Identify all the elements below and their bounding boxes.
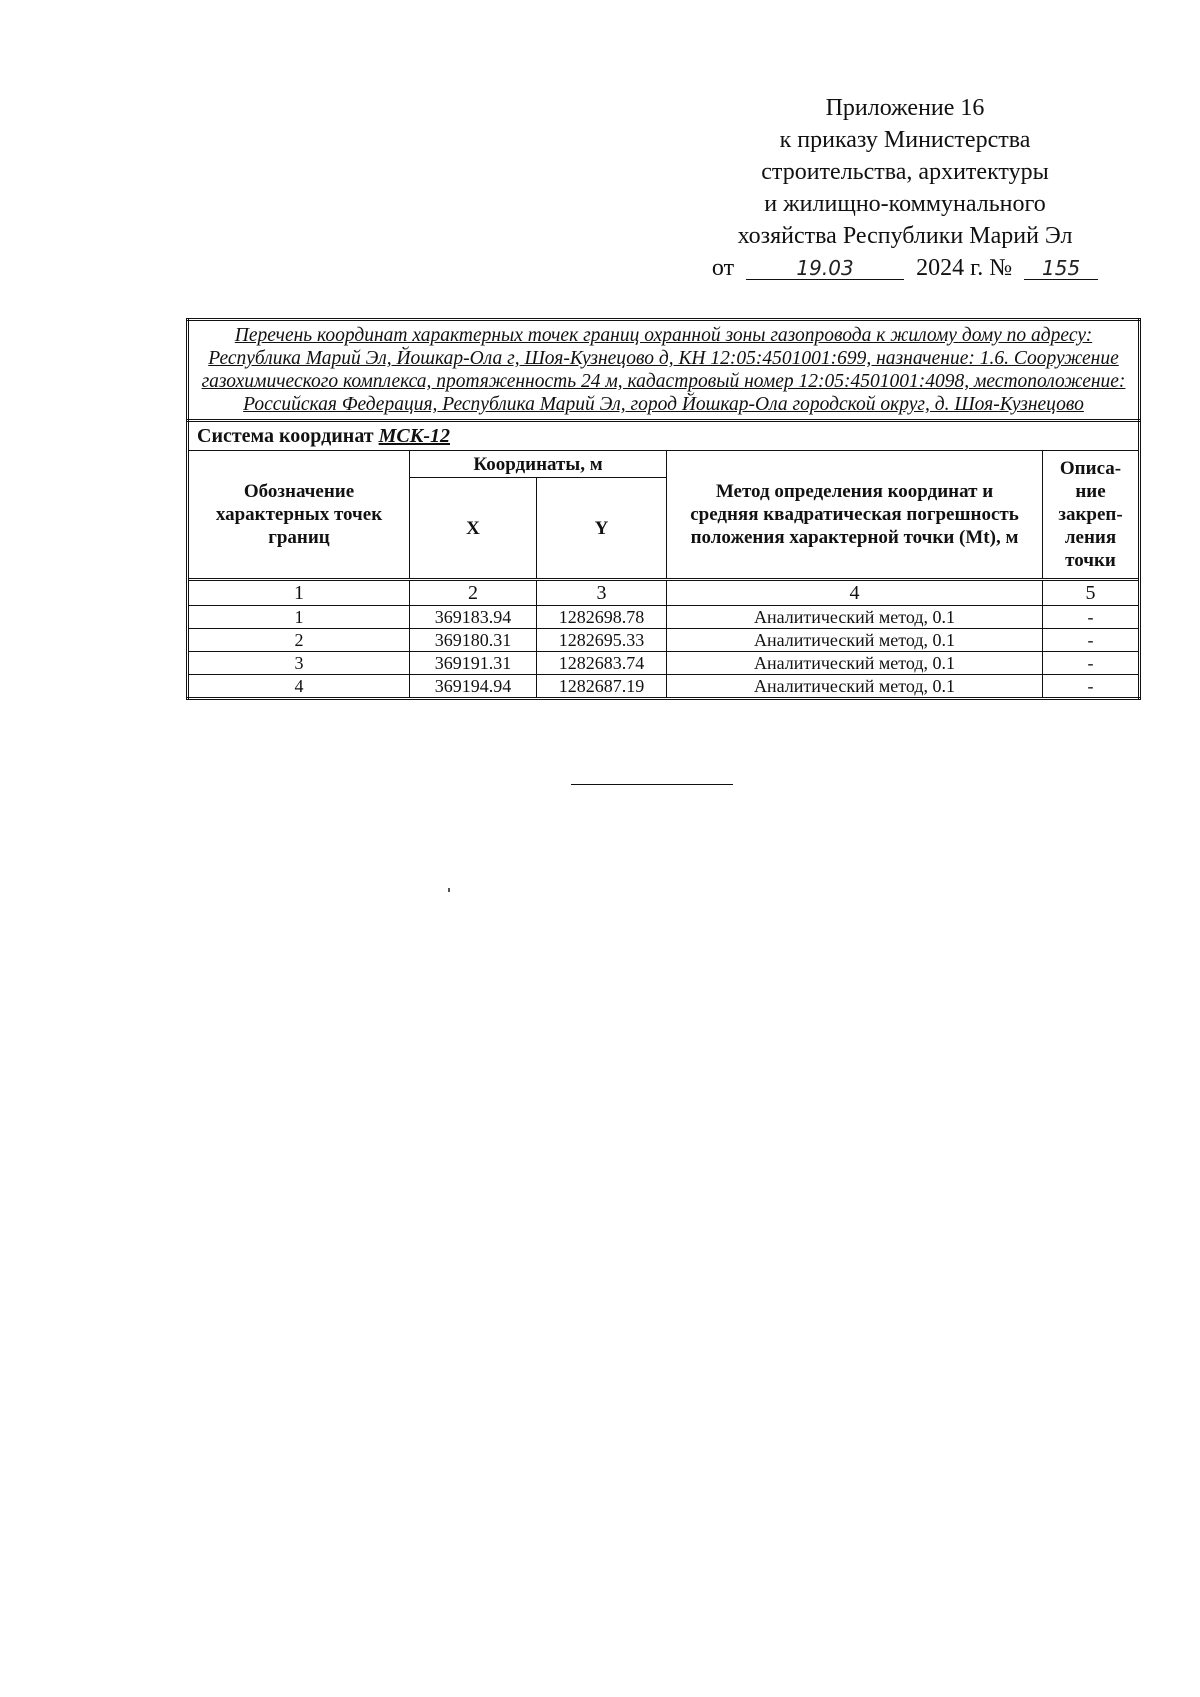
y-cell: 1282683.74 [537,652,667,675]
description-cell: - [1043,606,1140,629]
description-cell: - [1043,675,1140,699]
ministry-line-1: строительства, архитектуры [761,159,1049,185]
coordinates-table [186,318,1141,700]
point-cell: 4 [188,675,410,699]
column-number: 1 [188,580,410,606]
x-cell: 369191.31 [410,652,537,675]
table-row [188,675,1140,699]
table-row [188,652,1140,675]
header-method: Метод определения координат и средняя квадратическая погрешность положения характерной точки (Mt), м [667,451,1043,580]
method-cell: Аналитический метод, 0.1 [667,675,1043,699]
y-cell: 1282695.33 [537,629,667,652]
description-cell: - [1043,652,1140,675]
header-y: Y [537,478,667,580]
coordinate-system-value: МСК-12 [378,425,450,447]
point-cell: 3 [188,652,410,675]
method-cell: Аналитический метод, 0.1 [667,606,1043,629]
date-prefix: от [711,255,735,281]
description-cell: - [1043,629,1140,652]
appendix-title: Приложение 16 [825,95,985,121]
coordinate-system [188,421,1140,451]
x-cell: 369194.94 [410,675,537,699]
point-cell: 1 [188,606,410,629]
method-cell: Аналитический метод, 0.1 [667,652,1043,675]
table-row [188,629,1140,652]
column-number: 5 [1043,580,1140,606]
order-line: к приказу Министерства [779,127,1031,153]
table-title: Перечень координат характерных точек границ охранной зоны газопровода к жилому дому по адресу: Республика Марий Эл, Йошкар-Ола г, Шоя-Кузнецово д, КН 12:05:4501001:699, назначение: 1.6. Сооружение газохимического комплекса, протяженность 24 м, кадастровый номер 12:05:4501001:4098, местоположение: Российская Федерация, Республика Марий Эл, город Йошкар-Ола городской округ, д. Шоя-Кузнецово [188,320,1140,421]
method-cell: Аналитический метод, 0.1 [667,629,1043,652]
table-row [188,606,1140,629]
header-description: Описа- ние закреп- ления точки [1043,451,1140,580]
ministry-line-3: хозяйства Республики Марий Эл [737,223,1073,249]
y-cell: 1282687.19 [537,675,667,699]
column-number: 2 [410,580,537,606]
ministry-line-2: и жилищно-коммунального [764,191,1046,217]
header-designation: Обозначение характерных точек границ [188,451,410,580]
x-cell: 369180.31 [410,629,537,652]
point-cell: 2 [188,629,410,652]
appendix-header [690,92,1120,284]
column-number: 4 [667,580,1043,606]
header-coordinates: Координаты, м [410,451,667,478]
column-number: 3 [537,580,667,606]
handwritten-date: 19.03 [746,257,904,280]
y-cell: 1282698.78 [537,606,667,629]
year-and-number-label: 2024 г. № [916,255,1013,281]
scan-speck [448,888,450,892]
coordinate-system-label: Система координат [197,425,374,447]
x-cell: 369183.94 [410,606,537,629]
end-of-document-rule [571,784,733,785]
handwritten-order-number: 155 [1024,257,1098,280]
order-date-line [690,252,1120,284]
header-x: X [410,478,537,580]
